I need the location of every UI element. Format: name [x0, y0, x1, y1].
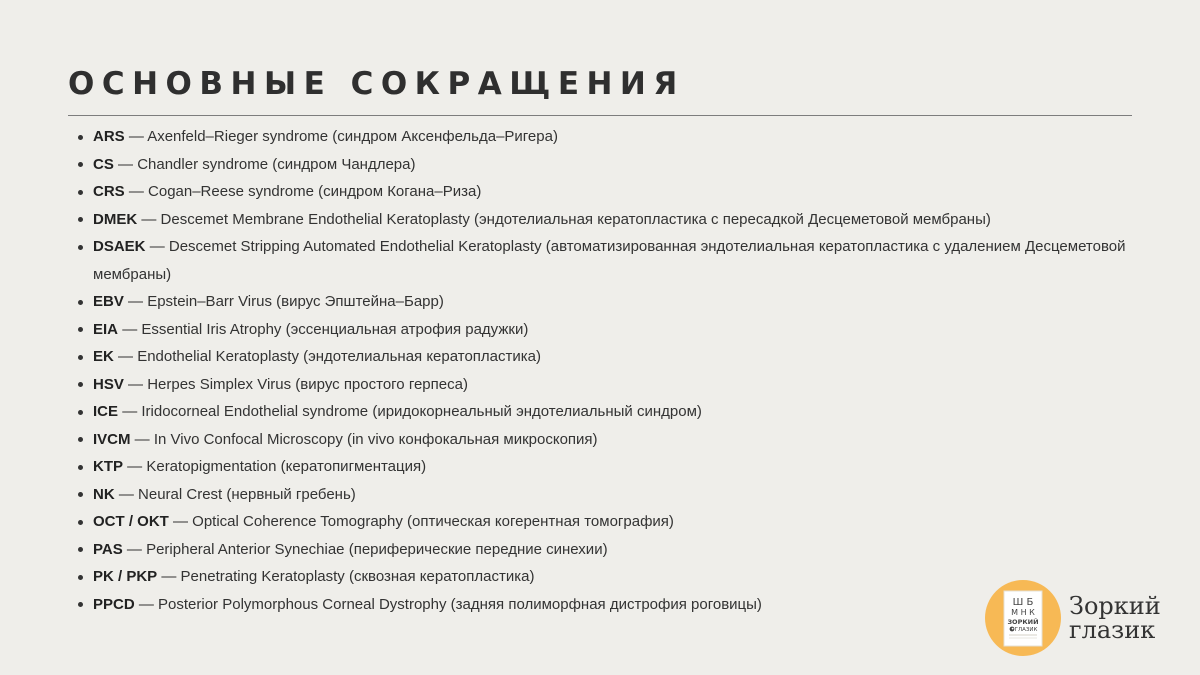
abbreviation-separator: —	[122, 320, 138, 338]
abbreviation-definition: Penetrating Keratoplasty (сквозная кератопластика)	[180, 568, 535, 585]
abbreviation-code: DMEK	[93, 210, 138, 228]
logo	[985, 580, 1165, 658]
abbreviation-item	[75, 398, 1193, 426]
abbreviation-definition: Posterior Polymorphous Corneal Dystrophy (задняя полиморфная дистрофия роговицы)	[158, 595, 762, 613]
abbreviation-separator: —	[138, 595, 154, 613]
abbreviation-code: IVCM	[93, 430, 131, 448]
abbreviation-separator: —	[118, 485, 134, 503]
abbreviation-code: PAS	[93, 540, 123, 558]
abbreviation-definition: Optical Coherence Tomography (оптическая когерентная томография)	[192, 513, 674, 530]
abbreviation-separator: —	[149, 238, 165, 255]
abbreviation-item	[75, 481, 1193, 509]
abbreviation-definition: Descemet Membrane Endothelial Keratoplasty (эндотелиальная кератопластика с пересадкой Десцеметовой мембраны)	[160, 210, 991, 228]
page-title: ОСНОВНЫЕ СОКРАЩЕНИЯ	[68, 66, 685, 102]
abbreviation-separator: —	[173, 513, 188, 530]
abbreviation-separator: —	[161, 568, 177, 585]
abbreviation-definition: Peripheral Anterior Synechiae (периферические передние синехии)	[146, 540, 608, 558]
logo-chart-row: ГЛАЗИК	[1014, 627, 1038, 633]
abbreviation-code: DSAEK	[93, 238, 146, 255]
abbreviation-separator: —	[128, 128, 144, 145]
abbreviation-item	[75, 536, 1193, 564]
title-divider	[68, 115, 1132, 116]
abbreviation-code: EIA	[93, 320, 119, 338]
abbreviation-list	[75, 123, 1193, 618]
abbreviation-code: NK	[93, 485, 115, 503]
abbreviation-definition: Axenfeld–Rieger syndrome (синдром Аксенфельда–Ригера)	[147, 128, 558, 145]
abbreviation-code: CS	[93, 155, 114, 173]
abbreviation-separator: —	[126, 540, 142, 558]
abbreviation-definition: Iridocorneal Endothelial syndrome (иридокорнеальный эндотелиальный синдром)	[141, 403, 702, 420]
abbreviation-item	[75, 426, 1193, 454]
abbreviation-code: OCT / OKT	[93, 513, 169, 530]
abbreviation-separator: —	[118, 348, 134, 365]
logo-text	[1069, 594, 1161, 642]
abbreviation-code: HSV	[93, 375, 124, 393]
abbreviation-item	[75, 508, 1193, 536]
abbreviation-code: CRS	[93, 183, 125, 200]
abbreviation-item	[75, 123, 1193, 151]
abbreviation-separator: —	[128, 183, 144, 200]
abbreviation-definition: In Vivo Confocal Microscopy (in vivo конфокальная микроскопия)	[153, 430, 598, 448]
abbreviation-separator: —	[128, 375, 144, 393]
abbreviation-item	[75, 316, 1193, 344]
abbreviation-separator: —	[141, 210, 157, 228]
abbreviation-definition: Endothelial Keratoplasty (эндотелиальная кератопластика)	[137, 348, 541, 365]
abbreviation-code: KTP	[93, 458, 123, 475]
abbreviation-definition: Chandler syndrome (синдром Чандлера)	[137, 155, 416, 173]
abbreviation-definition: Cogan–Reese syndrome (синдром Когана–Риза)	[148, 183, 482, 200]
abbreviation-item	[75, 453, 1193, 481]
abbreviation-item	[75, 371, 1193, 399]
abbreviation-definition: Herpes Simplex Virus (вирус простого герпеса)	[147, 375, 468, 393]
abbreviation-separator: —	[127, 458, 143, 475]
abbreviation-definition: Epstein–Barr Virus (вирус Эпштейна–Барр)	[147, 293, 444, 310]
abbreviation-definition: Essential Iris Atrophy (эссенциальная атрофия радужки)	[141, 320, 529, 338]
abbreviation-definition: Descemet Stripping Automated Endothelial Keratoplasty (автоматизированная эндотелиальная кератопластика с удалением Десцеметовой мембраны)	[93, 238, 1126, 283]
abbreviation-definition: Neural Crest (нервный гребень)	[138, 485, 356, 503]
logo-line-1: Зоркий	[1069, 592, 1161, 620]
eye-chart-icon	[985, 580, 1061, 656]
abbreviation-code: PK / PKP	[93, 568, 158, 585]
abbreviation-separator: —	[134, 430, 150, 448]
abbreviation-separator: —	[128, 293, 144, 310]
abbreviation-item	[75, 343, 1193, 371]
abbreviation-code: EBV	[93, 293, 124, 310]
abbreviation-code: PPCD	[93, 595, 135, 613]
abbreviation-separator: —	[122, 403, 138, 420]
abbreviation-item	[75, 206, 1193, 234]
logo-chart-row: М Н К	[1011, 608, 1035, 617]
abbreviation-item	[75, 151, 1193, 179]
abbreviation-code: ARS	[93, 128, 125, 145]
abbreviation-code: EK	[93, 348, 114, 365]
logo-chart-row: Ш Б	[1012, 597, 1034, 608]
abbreviation-separator: —	[118, 155, 134, 173]
logo-line-2: глазик	[1069, 616, 1156, 644]
abbreviation-item	[75, 288, 1193, 316]
abbreviation-definition: Keratopigmentation (кератопигментация)	[146, 458, 427, 475]
logo-chart-row: ЗОРКИЙ	[1007, 618, 1039, 626]
abbreviation-code: ICE	[93, 403, 119, 420]
abbreviation-item	[75, 233, 1193, 288]
abbreviation-item	[75, 178, 1193, 206]
